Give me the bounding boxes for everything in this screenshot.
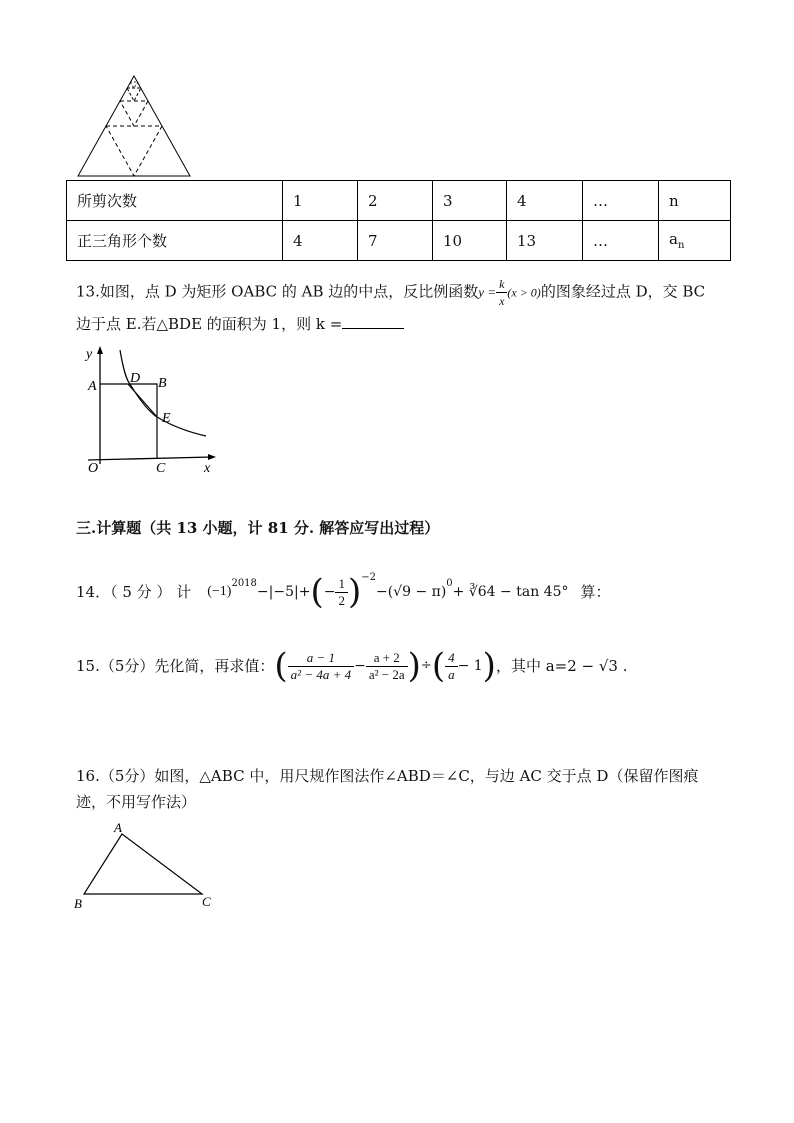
q16-line2: 迹，不用写作法） [76, 793, 197, 811]
left-paren: ( [431, 646, 446, 686]
right-paren: ) [407, 646, 421, 686]
label-A: A [88, 379, 97, 394]
q15-minus-one: − 1 [457, 658, 483, 674]
formula-denominator: x [499, 294, 505, 308]
q13-line2 [76, 314, 404, 334]
table-cell: 正三角形个数 [67, 221, 283, 261]
label-D: D [130, 371, 141, 386]
hyperbola-rectangle-figure [80, 344, 220, 476]
q14-fraction [335, 576, 348, 609]
q14-frac-num: 1 [335, 576, 348, 593]
formula-condition: (x > 0) [507, 285, 541, 300]
label-B: B [74, 896, 82, 911]
label-A: A [114, 820, 122, 835]
q14-prefix: 14．（ 5 分 ） 计 [76, 583, 192, 601]
label-y: y [86, 347, 93, 362]
table-cell: 3 [433, 181, 507, 221]
right-paren: ) [347, 572, 362, 612]
left-paren: ( [310, 572, 324, 612]
q14-frac-den: 2 [338, 592, 345, 608]
table-row [67, 221, 731, 261]
formula-numerator: k [496, 276, 507, 293]
label-C: C [156, 461, 166, 476]
q15-fraction2 [366, 650, 408, 683]
triangle-cutting-figure [74, 72, 196, 180]
table-cell: 4 [507, 181, 583, 221]
triangle-abc-figure [70, 818, 220, 912]
count-table [66, 180, 731, 261]
q15-fraction3 [445, 650, 458, 683]
q15-prefix: 15.（5分）先化简，再求值： [76, 657, 275, 675]
an-base: a [669, 230, 678, 248]
q14-exp3: 0 [446, 578, 453, 589]
q15-f1-num: a − 1 [288, 650, 354, 667]
q15-div: ÷ [420, 658, 432, 673]
section-title: 三.计算题（共 13 小题，计 81 分. 解答应写出过程） [76, 519, 440, 537]
table-cell [659, 221, 731, 261]
table-cell: … [583, 221, 659, 261]
table-cell: 4 [283, 221, 358, 261]
q15-f2-den: a² − 2a [368, 666, 405, 682]
label-x: x [204, 461, 211, 476]
q15-f2-num: a + 2 [366, 650, 408, 667]
answer-blank [342, 314, 404, 329]
q14-term3: −(√9 − π) [375, 584, 447, 600]
left-paren: ( [274, 646, 288, 686]
q13-text-line2: 边于点 E.若△BDE 的面积为 1，则 k = [76, 315, 343, 333]
q14-suffix: 算： [580, 583, 611, 601]
q15-fraction1 [288, 650, 354, 683]
an-subscript: n [677, 240, 685, 251]
table-cell: n [659, 181, 731, 221]
q14-term1: (−1) [207, 584, 232, 599]
table-row [67, 181, 731, 221]
q15-line [76, 644, 628, 688]
formula-fraction [496, 276, 507, 309]
q14-term2: −|−5|+ [256, 584, 311, 600]
q13-text-a: 13.如图，点 D 为矩形 OABC 的 AB 边的中点，反比例函数 [76, 282, 479, 301]
q16-line1: 16.（5分）如图，△ABC 中，用尺规作图法作∠ABD＝∠C，与边 AC 交于点 D（保留作图痕 [76, 767, 699, 785]
label-B: B [158, 376, 167, 391]
q15-suffix: ，其中 a=2 − √3 . [495, 657, 628, 675]
q14-term4: + ∛64 − tan 45° [452, 584, 569, 600]
q15-f1-den: a² − 4a + 4 [290, 666, 352, 682]
table-cell: 1 [283, 181, 358, 221]
q15-minus: − [354, 658, 366, 674]
q15-f3-den: a [448, 666, 455, 682]
label-E: E [162, 411, 171, 426]
table-cell: 7 [358, 221, 433, 261]
table-cell: 所剪次数 [67, 181, 283, 221]
table-cell: … [583, 181, 659, 221]
q13-line1 [76, 276, 705, 309]
table-cell: 2 [358, 181, 433, 221]
q14-neg: − [323, 584, 336, 600]
table-cell: 10 [433, 221, 507, 261]
right-paren: ) [482, 646, 496, 686]
label-O: O [88, 461, 99, 476]
q13-text-b: 的图象经过点 D，交 BC [540, 282, 706, 301]
formula-y: y = [478, 284, 497, 300]
table-cell: 13 [507, 221, 583, 261]
label-C: C [202, 894, 211, 909]
q15-f3-num: 4 [445, 650, 458, 667]
q14-line [76, 570, 611, 614]
q14-exp2: −2 [361, 572, 376, 583]
q14-exp1: 2018 [231, 578, 257, 589]
